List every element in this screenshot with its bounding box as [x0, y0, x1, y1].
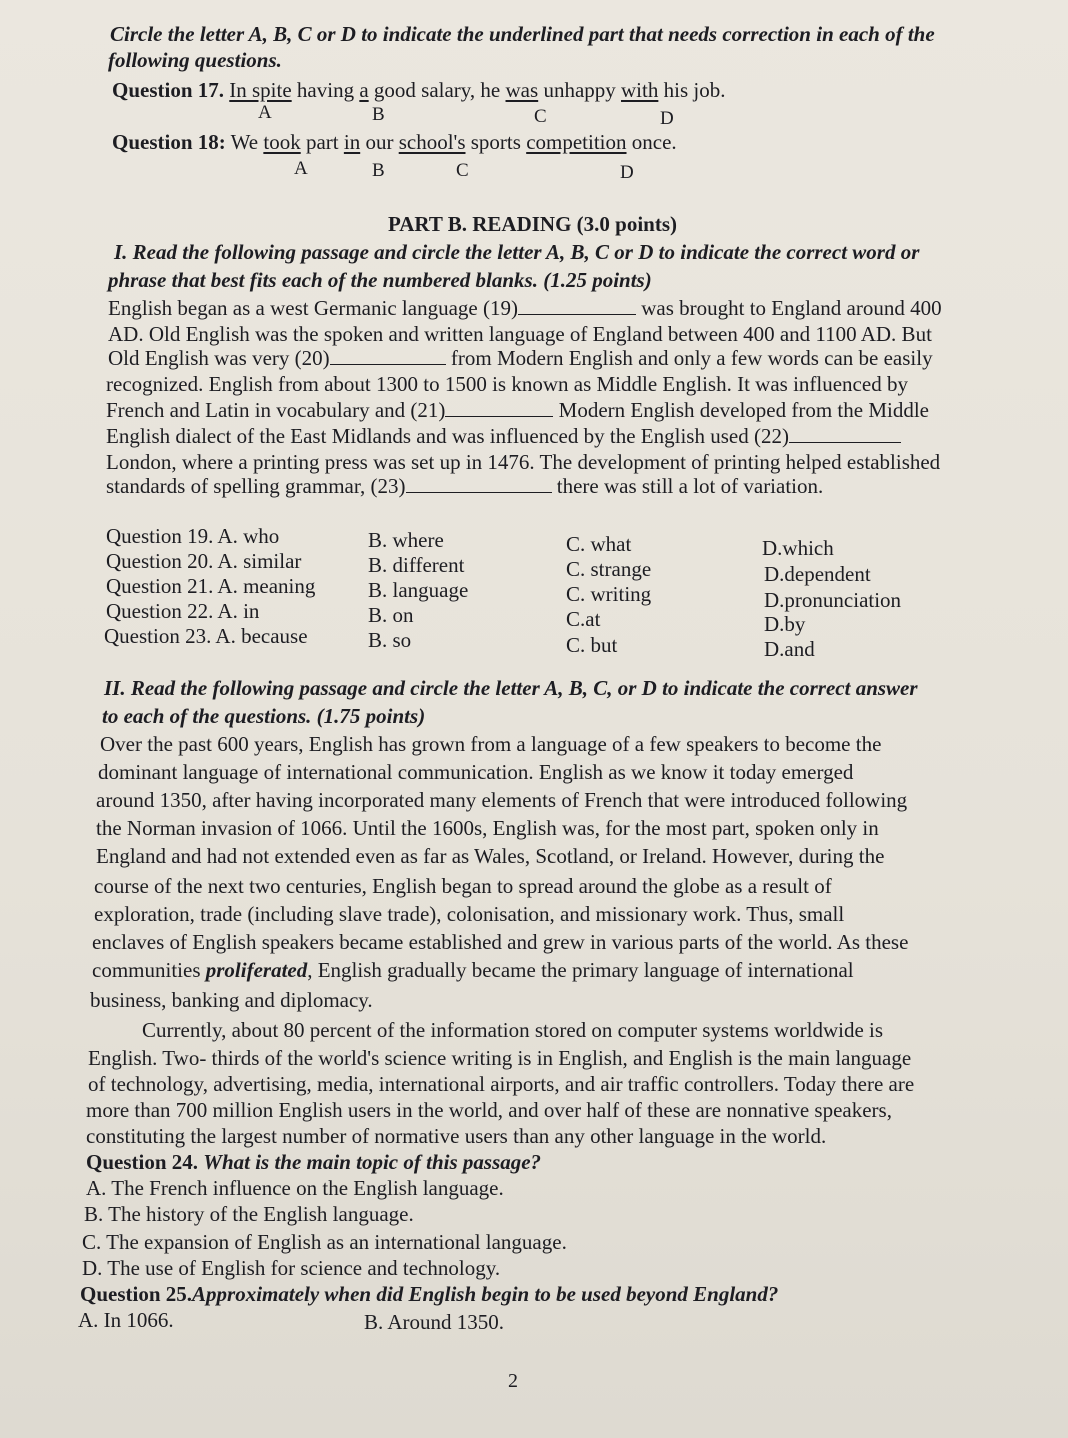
passage-line-3: around 1350, after having incorporated many elements of French that were introduced following	[96, 788, 908, 812]
question-25-text: Approximately when did English begin to be used beyond England?	[192, 1282, 779, 1306]
q17-letter-c: C	[534, 106, 547, 127]
q21-option-c: C. writing	[566, 582, 652, 606]
q17-part-a: In spite	[229, 78, 292, 102]
q21-option-d: D.pronunciation	[764, 588, 902, 612]
q22-option-b: B. on	[368, 603, 414, 627]
passage-line-5: England and had not extended even as far as Wales, Scotland, or Ireland. However, during the	[96, 844, 885, 868]
q21-option-b: B. language	[368, 578, 469, 602]
cloze-line-7: London, where a printing press was set up in 1476. The development of printing helped established	[106, 450, 941, 474]
error-instruction-line2: following questions.	[108, 48, 282, 72]
q21-label: Question 21. A. meaning	[106, 574, 316, 598]
section-ii-instruction-line1: II. Read the following passage and circle the letter A, B, C, or D to indicate the correct answer	[104, 676, 918, 700]
q18-letter-c: C	[456, 160, 469, 181]
passage-line-7: exploration, trade (including slave trade), colonisation, and missionary work. Thus, small	[94, 902, 845, 926]
passage-line-13: of technology, advertising, media, international airports, and air traffic controllers. Today there are	[88, 1072, 915, 1096]
q20-option-c: C. strange	[566, 557, 652, 581]
q20-label: Question 20. A. similar	[106, 549, 302, 573]
section-ii-instruction-line2: to each of the questions. (1.75 points)	[102, 704, 426, 728]
q18-part-b: in	[343, 130, 361, 154]
q24-option-d: D. The use of English for science and technology.	[82, 1256, 501, 1280]
q17-letter-a: A	[258, 102, 272, 123]
question-24-text: What is the main topic of this passage?	[203, 1150, 542, 1174]
passage-line-14: more than 700 million English users in the world, and over half of these are nonnative speakers,	[86, 1098, 892, 1122]
cloze-line-4: recognized. English from about 1300 to 1500 is known as Middle English. It was influenced by	[106, 372, 908, 396]
q23-label: Question 23. A. because	[104, 624, 308, 648]
q18-letter-a: A	[294, 158, 308, 179]
passage-line-8: enclaves of English speakers became established and grew in various parts of the world. As these	[92, 930, 909, 954]
q24-option-c: C. The expansion of English as an international language.	[82, 1230, 567, 1254]
question-18-label: Question 18:	[112, 130, 226, 154]
q17-letter-b: B	[372, 104, 385, 125]
q24-option-a: A. The French influence on the English language.	[86, 1176, 504, 1200]
q22-option-c: C.at	[566, 607, 601, 631]
q23-option-d: D.and	[764, 637, 815, 661]
error-instruction-line1: Circle the letter A, B, C or D to indicate the underlined part that needs correction in each of the	[110, 22, 935, 46]
question-18: Question 18: We took part in our school's sports competition once.	[112, 130, 677, 154]
cloze-line-8: standards of spelling grammar, (23) there was still a lot of variation.	[106, 474, 824, 498]
section-i-instruction-line2: phrase that best fits each of the numbered blanks. (1.25 points)	[108, 268, 652, 292]
blank-23	[406, 476, 552, 493]
question-25-label: Question 25.	[80, 1282, 193, 1306]
blank-22	[789, 426, 901, 443]
passage-line-12: English. Two- thirds of the world's science writing is in English, and English is the main language	[88, 1046, 912, 1070]
question-24-label: Question 24.	[86, 1150, 199, 1174]
q19-option-c: C. what	[566, 532, 632, 556]
passage-line-2: dominant language of international communication. English as we know it today emerged	[98, 760, 854, 784]
cloze-line-5: French and Latin in vocabulary and (21) Modern English developed from the Middle	[106, 398, 929, 422]
q18-letter-d: D	[620, 162, 634, 183]
q22-option-d: D.by	[764, 612, 806, 636]
q24-option-b: B. The history of the English language.	[84, 1202, 414, 1226]
q20-option-d: D.dependent	[764, 562, 871, 586]
q18-part-d: competition	[526, 130, 627, 154]
q22-label: Question 22. A. in	[106, 599, 260, 623]
q23-option-c: C. but	[566, 633, 618, 657]
question-25	[80, 1282, 778, 1307]
passage-line-9: communities proliferated, English gradually became the primary language of international	[92, 958, 854, 982]
passage-line-15: constituting the largest number of normative users than any other language in the world.	[86, 1124, 827, 1148]
word-proliferated: proliferated	[205, 958, 308, 982]
blank-21	[445, 400, 553, 417]
cloze-line-3: Old English was very (20) from Modern English and only a few words can be easily	[108, 346, 933, 370]
question-24	[86, 1150, 541, 1175]
q18-part-a: took	[263, 130, 301, 154]
question-17: Question 17. In spite having a good salary, he was unhappy with his job.	[112, 78, 726, 102]
q19-option-d: D.which	[762, 536, 834, 560]
cloze-line-6: English dialect of the East Midlands and was influenced by the English used (22)	[106, 424, 901, 449]
blank-20	[330, 348, 446, 365]
q17-part-b: a	[359, 78, 369, 102]
question-17-label: Question 17.	[112, 78, 225, 102]
passage-line-1: Over the past 600 years, English has grown from a language of a few speakers to become the	[100, 732, 882, 756]
cloze-line-1: English began as a west Germanic language (19) was brought to England around 400	[108, 296, 942, 320]
q17-part-c: was	[505, 78, 539, 102]
blank-19	[518, 298, 636, 315]
q25-option-a: A. In 1066.	[78, 1308, 174, 1332]
passage-line-10: business, banking and diplomacy.	[90, 988, 373, 1012]
q18-part-c: school's	[398, 130, 466, 154]
q19-option-b: B. where	[368, 528, 444, 552]
part-b-heading: PART B. READING (3.0 points)	[388, 212, 678, 236]
q25-option-b: B. Around 1350.	[364, 1310, 505, 1334]
q18-letter-b: B	[372, 160, 385, 181]
page-number: 2	[508, 1370, 518, 1392]
q20-option-b: B. different	[368, 553, 465, 577]
cloze-line-2: AD. Old English was the spoken and written language of England between 400 and 1100 AD. But	[108, 322, 932, 346]
passage-line-6: course of the next two centuries, English began to spread around the globe as a result of	[94, 874, 832, 898]
q17-letter-d: D	[660, 108, 674, 129]
q17-part-d: with	[621, 78, 659, 102]
q23-option-b: B. so	[368, 628, 412, 652]
passage-line-4: the Norman invasion of 1066. Until the 1600s, English was, for the most part, spoken only in	[96, 816, 879, 840]
section-i-instruction-line1: I. Read the following passage and circle the letter A, B, C or D to indicate the correct word or	[114, 240, 920, 264]
q19-label: Question 19. A. who	[106, 524, 280, 548]
passage-line-11: Currently, about 80 percent of the information stored on computer systems worldwide is	[142, 1018, 884, 1042]
